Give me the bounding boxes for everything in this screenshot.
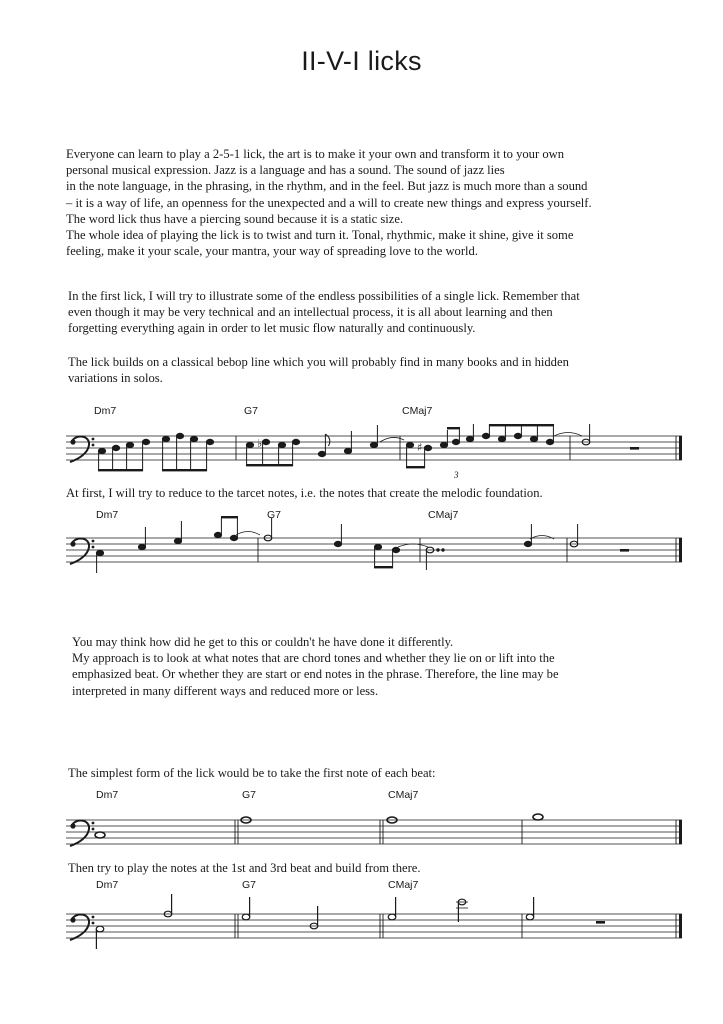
approach-line: interpreted in many different ways and reduced more or less.: [72, 683, 379, 698]
intro-line: The word lick thus have a piercing sound because it is a static size.: [66, 211, 404, 226]
chord-label: CMaj7: [388, 879, 419, 891]
bass-clef-icon: [70, 914, 94, 940]
final-barline-icon: [679, 820, 682, 844]
target-notes: [96, 516, 629, 573]
measure-1-notes: [98, 433, 214, 471]
bass-clef-icon: [70, 820, 94, 846]
first-third-line: Then try to play the notes at the 1st and 3rd beat and build from there.: [68, 861, 421, 875]
first-lick-line: In the first lick, I will try to illustrate some of the endless possibilities of a single lick. Remember that: [68, 289, 580, 303]
final-barline-icon: [679, 538, 682, 562]
chord-label: CMaj7: [402, 405, 433, 417]
first-lick-line: forgetting everything again in order to let music flow naturally and continuously.: [68, 321, 476, 336]
intro-paragraph: [66, 146, 666, 259]
chord-label: G7: [242, 789, 257, 801]
bass-clef-icon: [70, 436, 94, 462]
approach-line: emphasized beat. Or whether they are start or end notes in the phrase. Therefore, the line may be: [72, 667, 559, 682]
bebop-line: The lick builds on a classical bebop line which you will probably find in many books and in hidden: [68, 355, 569, 369]
staff-lines: [66, 820, 682, 844]
chord-label: G7: [244, 405, 259, 417]
chord-label: CMaj7: [428, 509, 459, 521]
staff-bebop-line: [60, 396, 685, 486]
tuplet-label: 3: [454, 470, 459, 480]
bebop-line: variations in solos.: [68, 371, 163, 386]
final-barline-icon: [679, 436, 682, 460]
svg-text:♯: ♯: [417, 441, 423, 454]
measure-4-notes: [582, 424, 639, 450]
staff-lines: [66, 914, 682, 938]
final-barline-icon: [679, 914, 682, 938]
chord-label: G7: [242, 879, 257, 891]
intro-line: Everyone can learn to play a 2-5-1 lick, the art is to make it your own and transform it to your own: [66, 147, 565, 161]
approach-paragraph: [72, 634, 672, 699]
half-notes: [96, 894, 605, 949]
staff-target-notes: [60, 506, 685, 586]
first-lick-line: even though it may be very technical and an intellectual process, it is all about learning and then: [68, 305, 553, 320]
chord-label: Dm7: [96, 509, 119, 521]
measure-3-notes: [406, 424, 582, 480]
simplest-text: [68, 765, 668, 781]
bebop-paragraph: [68, 354, 668, 386]
approach-line: My approach is to look at what notes that are chord tones and whether they lie on or lift into the: [72, 651, 555, 666]
target-notes-line: At first, I will try to reduce to the tarcet notes, i.e. the notes that create the melodic foundation.: [66, 486, 543, 500]
target-notes-text: [66, 485, 666, 501]
staff-simplest-form: [60, 782, 685, 852]
first-third-text: [68, 860, 668, 876]
intro-line: in the note language, in the phrasing, in the rhythm, and in the feel. But jazz is much more than a sound: [66, 179, 588, 194]
chord-label: Dm7: [96, 879, 119, 891]
bass-clef-icon: [70, 538, 94, 564]
page-title: II-V-I licks: [301, 46, 422, 76]
simplest-line: The simplest form of the lick would be to take the first note of each beat:: [68, 766, 436, 780]
approach-line: You may think how did he get to this or couldn't he have done it differently.: [72, 635, 454, 649]
staff-lines: [66, 538, 682, 562]
intro-line: – it is a way of life, an openness for the unexpected and a will to create new things and express yourself.: [66, 195, 592, 210]
chord-label: Dm7: [96, 789, 119, 801]
staff-first-third-beat: [60, 876, 685, 956]
svg-text:♭: ♭: [257, 437, 263, 450]
chord-label: CMaj7: [388, 789, 419, 801]
chord-label: Dm7: [94, 405, 117, 417]
intro-line: feeling, make it your scale, your mantra, your way of spreading love to the world.: [66, 244, 478, 259]
intro-line: The whole idea of playing the lick is to twist and turn it. Tonal, rhythmic, make it shine, give it some: [66, 228, 574, 243]
first-lick-paragraph: [68, 288, 668, 337]
chord-label: G7: [267, 509, 282, 521]
intro-line: personal musical expression. Jazz is a language and has a sound. The sound of jazz lies: [66, 163, 505, 178]
